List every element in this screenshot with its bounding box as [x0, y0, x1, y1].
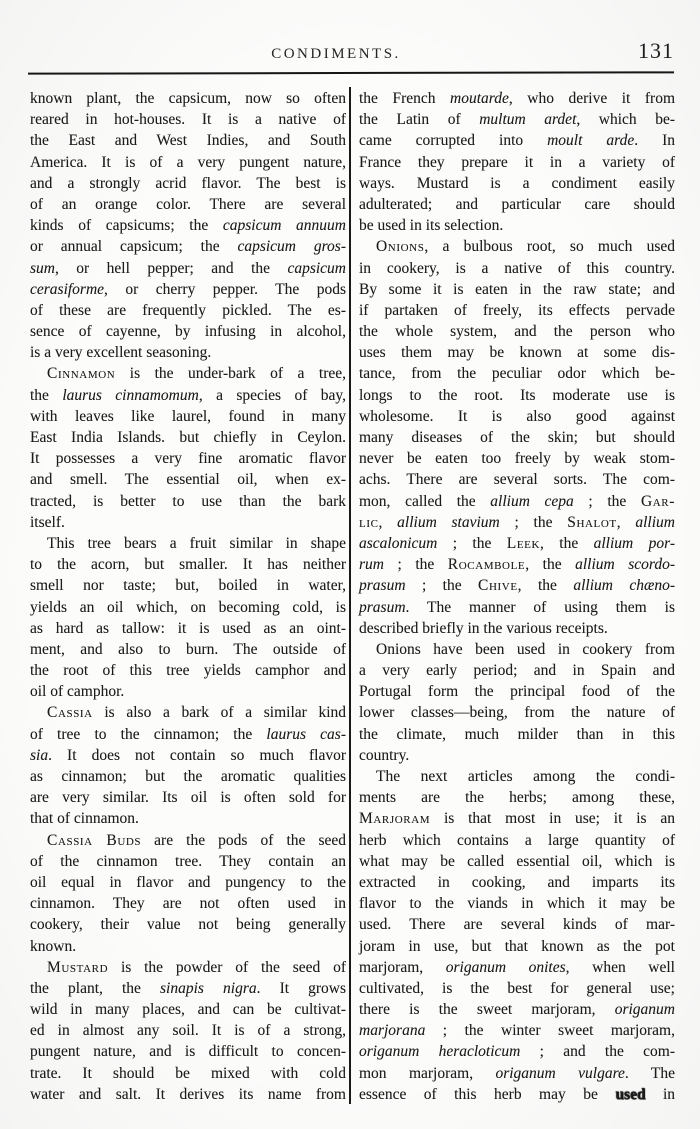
body-text: is that most in use; it is an: [430, 810, 675, 828]
italic-text: allium stavium: [397, 513, 500, 531]
body-text: known plant, the capsicum, now so often: [30, 90, 346, 107]
italic-text: origanum: [614, 1001, 675, 1019]
text-line: [359, 724, 675, 745]
body-text: is also a bark of a similar kind: [92, 704, 346, 722]
page-number: 131: [638, 38, 674, 63]
text-line: [30, 215, 346, 236]
body-text: came corrupted into: [359, 132, 548, 150]
body-text: France they prepare it in a variety of: [359, 153, 675, 171]
italic-text: moutarde: [450, 90, 509, 107]
body-text: adulterated; and particular care should: [359, 195, 675, 213]
italic-text: capsicum gros-: [237, 238, 346, 256]
body-text: ,: [378, 513, 398, 531]
smallcaps-text: Cassia Buds: [47, 831, 142, 849]
italic-text: allium cepa: [490, 492, 574, 510]
text-line: [30, 300, 346, 321]
text-line: [359, 109, 675, 130]
smallcaps-text: Marjoram: [359, 810, 431, 828]
text-line: [359, 872, 675, 893]
text-line: [359, 830, 675, 851]
body-text: water and salt. It derives its name from: [30, 1085, 346, 1103]
running-title: CONDIMENTS.: [271, 46, 401, 62]
body-text: ; the: [437, 534, 507, 552]
smallcaps-text: Mustard: [47, 958, 109, 976]
body-text: trate. It should be mixed with cold: [30, 1064, 346, 1082]
text-line: [30, 618, 346, 639]
text-line: [30, 173, 346, 194]
body-text: ,: [616, 513, 636, 531]
text-line: [30, 872, 346, 893]
text-line: [359, 1020, 675, 1041]
text-line: [30, 766, 346, 787]
smudged-text: used: [615, 1085, 646, 1103]
text-line: [359, 575, 675, 596]
body-text: the East and West Indies, and South: [30, 132, 346, 150]
text-line: [359, 533, 675, 554]
text-line: [30, 554, 346, 575]
text-line: [30, 385, 346, 406]
body-text: itself.: [30, 513, 65, 531]
text-line: [30, 914, 346, 935]
body-text: described briefly in the various receipts.: [359, 619, 608, 637]
text-line: [359, 1084, 675, 1105]
text-line: [359, 1063, 675, 1084]
body-text: be used in its selection.: [359, 217, 504, 235]
body-text: as hard as tallow: it is used as an oint-: [30, 619, 346, 637]
body-text: ; and the com-: [520, 1043, 675, 1061]
italic-text: ascalonicum: [359, 534, 438, 552]
body-text: wholesome. It is also good against: [359, 407, 675, 425]
italic-text: origanum heracloticum: [359, 1043, 521, 1061]
paragraph: [359, 236, 675, 639]
italic-text: cerasiforme: [30, 280, 105, 298]
text-line: [30, 533, 346, 554]
body-text: ; the: [383, 556, 448, 574]
text-line: [359, 808, 675, 829]
text-line: [359, 851, 675, 872]
body-text: is the powder of the seed of: [108, 958, 346, 976]
body-text: there is the sweet marjoram,: [359, 1001, 615, 1019]
text-line: [359, 957, 675, 978]
paragraph: [30, 957, 346, 1105]
smallcaps-text: Chive: [478, 577, 518, 595]
text-line: [30, 978, 346, 999]
body-text: This tree bears a fruit similar in shape: [47, 534, 346, 552]
body-text: of tree to the cinnamon; the: [30, 725, 267, 743]
body-text: The next articles among the condi-: [376, 768, 675, 785]
body-text: reared in hot-houses. It is a native of: [30, 111, 346, 129]
paragraph: [30, 88, 346, 363]
italic-text: sum: [30, 259, 55, 277]
body-text: , the: [540, 534, 594, 552]
paragraph: [359, 88, 675, 236]
body-text: to the acorn, but smaller. It has neither: [30, 556, 346, 574]
text-line: [30, 194, 346, 215]
text-line: [30, 702, 346, 723]
text-line: [30, 660, 346, 681]
text-line: [30, 279, 346, 300]
body-text: yields an oil which, on becoming cold, is: [30, 598, 346, 616]
body-text: Onions have been used in cookery from: [376, 640, 675, 658]
smallcaps-text: Cinnamon: [47, 365, 116, 383]
italic-text: sinapis nigra: [160, 979, 257, 997]
text-line: [30, 1020, 346, 1041]
italic-text: sia: [30, 746, 49, 764]
text-line: [359, 321, 675, 342]
body-text: as cinnamon; but the aromatic qualities: [30, 768, 346, 785]
paragraph: [359, 766, 675, 1105]
body-text: extracted in cooking, and imparts its: [359, 873, 675, 891]
text-line: [359, 427, 675, 448]
text-line: [30, 406, 346, 427]
body-text: tracted, is better to use than the bark: [30, 492, 346, 510]
body-text: of an orange color. There are several: [30, 195, 346, 213]
body-text: . It grows: [256, 979, 347, 997]
text-line: [30, 109, 346, 130]
text-line: [359, 681, 675, 702]
paragraph: [30, 533, 346, 703]
text-line: [359, 300, 675, 321]
text-line: [30, 448, 346, 469]
body-text: It possesses a very fine aromatic flavor: [30, 450, 346, 468]
body-text: the Latin of: [359, 111, 480, 129]
body-text: ; the: [499, 513, 568, 531]
smallcaps-text: Shalot: [567, 513, 617, 531]
italic-text: prasum: [359, 598, 406, 616]
body-text: ments are the herbs; among these,: [359, 789, 675, 807]
body-text: of these are frequently pickled. The es-: [30, 301, 346, 319]
text-line: [359, 152, 675, 173]
body-text: lower classes—being, from the nature of: [359, 704, 675, 722]
text-line: [30, 469, 346, 490]
text-line: [30, 851, 346, 872]
body-text: the whole system, and the person who: [359, 323, 675, 341]
body-text: and smell. The essential oil, when ex-: [30, 471, 346, 489]
text-line: [359, 279, 675, 300]
paragraph: [30, 702, 346, 829]
text-line: [30, 681, 346, 702]
text-line: [359, 936, 675, 957]
text-line: [359, 978, 675, 999]
body-text: or annual capsicum; the: [30, 238, 238, 256]
text-line: [359, 745, 675, 766]
body-text: of the cinnamon tree. They contain an: [30, 852, 346, 870]
text-line: [30, 1063, 346, 1084]
body-text: ed in almost any soil. It is of a strong,: [30, 1022, 346, 1040]
body-text: , when well: [565, 958, 675, 976]
body-text: is a very excellent seasoning.: [30, 344, 212, 362]
body-text: , which be-: [576, 111, 675, 129]
text-line: [359, 491, 675, 512]
body-text: , a species of bay,: [198, 386, 346, 404]
body-text: country.: [359, 746, 410, 764]
body-text: the French: [359, 90, 451, 107]
body-text: the: [30, 386, 63, 404]
text-line: [30, 936, 346, 957]
italic-text: marjorana: [359, 1022, 426, 1040]
italic-text: moult arde: [547, 132, 635, 150]
smallcaps-text: Onions: [376, 238, 425, 256]
smallcaps-text: Leek: [506, 534, 541, 552]
text-line: [30, 491, 346, 512]
body-text: tance, from the peculiar odor which be-: [359, 365, 675, 383]
text-line: [359, 448, 675, 469]
text-line: [30, 130, 346, 151]
body-text: ; the: [573, 492, 641, 510]
body-text: uses them may be known at some dis-: [359, 344, 675, 362]
text-line: [30, 724, 346, 745]
body-text: ment, and also to burn. The outside of: [30, 640, 346, 658]
italic-text: allium chæno-: [573, 577, 675, 595]
text-line: [359, 385, 675, 406]
text-line: [359, 702, 675, 723]
body-text: cinnamon. They are not often used in: [30, 895, 346, 913]
body-text: pungent nature, and is difficult to concen-: [30, 1043, 346, 1061]
body-text: Portugal form the principal food of the: [359, 683, 675, 701]
text-line: [30, 152, 346, 173]
italic-text: allium: [635, 513, 675, 531]
body-text: marjoram,: [359, 958, 446, 976]
body-text: , or hell pepper; and the: [54, 259, 288, 277]
body-text: herb which contains a large quantity of: [359, 831, 675, 849]
column-divider: [349, 87, 351, 1104]
body-text: ; the: [405, 577, 479, 595]
italic-text: multum ardet: [479, 111, 577, 129]
text-line: [30, 957, 346, 978]
text-line: [30, 999, 346, 1020]
body-text: achs. There are several sorts. The com-: [359, 471, 675, 489]
text-line: [30, 575, 346, 596]
text-line: [30, 1041, 346, 1062]
text-line: [30, 512, 346, 533]
smallcaps-text: lic: [359, 513, 379, 531]
text-line: [359, 893, 675, 914]
body-text: , who derive it from: [508, 90, 675, 107]
body-text: . The: [624, 1064, 676, 1082]
text-line: [359, 618, 675, 639]
text-line: [359, 597, 675, 618]
body-text: essence of this herb may be: [359, 1085, 616, 1103]
text-line: [359, 130, 675, 151]
text-line: [359, 787, 675, 808]
text-line: [30, 830, 346, 851]
text-line: [30, 893, 346, 914]
italic-text: origanum vulgare: [495, 1064, 625, 1082]
body-text: , or cherry pepper. The pods: [104, 280, 346, 298]
column-right: [359, 88, 675, 1105]
text-line: [359, 194, 675, 215]
body-text: sence of cayenne, by infusing in alcohol,: [30, 323, 346, 341]
text-line: [30, 427, 346, 448]
text-line: [30, 236, 346, 257]
body-text: that of cinnamon.: [30, 810, 139, 828]
body-text: joram in use, but that known as the pot: [359, 937, 675, 955]
body-text: the root of this tree yields camphor and: [30, 662, 346, 680]
text-line: [359, 512, 675, 533]
body-text: a very early period; and in Spain and: [359, 662, 675, 680]
text-line: [30, 597, 346, 618]
text-line: [359, 258, 675, 279]
body-text: are the pods of the seed: [141, 831, 346, 849]
paragraph: [30, 830, 346, 957]
body-text: what may be called essential oil, which is: [359, 852, 675, 870]
body-text: in cookery, is a native of this country.: [359, 259, 675, 277]
text-line: [359, 173, 675, 194]
text-line: [359, 639, 675, 660]
text-line: [30, 745, 346, 766]
smallcaps-text: Rocambole: [447, 556, 526, 574]
body-text: . The manner of using them is: [405, 598, 675, 616]
body-text: America. It is of a very pungent nature,: [30, 153, 346, 171]
text-line: [359, 406, 675, 427]
body-text: flavor to the viands in which it may be: [359, 895, 675, 913]
italic-text: allium scordo-: [575, 556, 675, 574]
text-line: [30, 342, 346, 363]
text-line: [359, 914, 675, 935]
italic-text: capsicum: [287, 259, 346, 277]
text-line: [359, 88, 675, 109]
text-line: [359, 1041, 675, 1062]
text-line: [359, 236, 675, 257]
body-text: . It does not contain so much flavor: [48, 746, 346, 764]
text-line: [30, 321, 346, 342]
italic-text: allium por-: [593, 534, 676, 552]
italic-text: rum: [359, 556, 384, 574]
body-text: the plant, the: [30, 979, 160, 997]
italic-text: prasum: [359, 577, 406, 595]
text-line: [359, 660, 675, 681]
text-line: [30, 639, 346, 660]
body-text: wild in many places, and can be cultivat-: [30, 1001, 346, 1019]
body-text: . In: [634, 132, 675, 150]
text-line: [30, 808, 346, 829]
text-line: [359, 363, 675, 384]
text-line: [30, 258, 346, 279]
text-line: [359, 999, 675, 1020]
text-line: [30, 363, 346, 384]
italic-text: laurus cinnamomum: [62, 386, 199, 404]
smallcaps-text: Cassia: [47, 704, 93, 722]
body-text: cultivated, is the best for general use;: [359, 979, 675, 997]
body-text: kinds of capsicums; the: [30, 217, 223, 235]
paragraph: [30, 363, 346, 533]
body-text: By some it is eaten in the raw state; and: [359, 280, 675, 298]
body-text: the climate, much milder than in this: [359, 725, 675, 743]
body-text: with leaves like laurel, found in many: [30, 407, 346, 425]
column-left: [30, 88, 346, 1105]
text-line: [359, 766, 675, 787]
body-text: if partaken of freely, its effects pervade: [359, 301, 675, 319]
italic-text: origanum onites: [445, 958, 566, 976]
text-line: [359, 342, 675, 363]
body-text: many diseases of the skin; but should: [359, 429, 675, 446]
text-line: [30, 88, 346, 109]
italic-text: laurus cas-: [266, 725, 346, 743]
smallcaps-text: Gar-: [640, 492, 675, 510]
body-text: cookery, their value not being generally: [30, 916, 346, 934]
text-line: [30, 787, 346, 808]
body-text: is the under-bark of a tree,: [115, 365, 346, 383]
body-text: longs to the root. Its moderate use is: [359, 386, 675, 404]
body-text: , the: [525, 556, 576, 574]
body-text: mon marjoram,: [359, 1064, 496, 1082]
body-text: East India Islands. but chiefly in Ceylon.: [30, 429, 346, 446]
body-text: used. There are several kinds of mar-: [359, 916, 675, 934]
body-text: , the: [517, 577, 574, 595]
body-text: smell nor taste; but, boiled in water,: [30, 577, 346, 595]
body-text: ways. Mustard is a condiment easily: [359, 174, 675, 192]
text-line: [359, 554, 675, 575]
text-line: [30, 1084, 346, 1105]
body-text: in: [645, 1085, 675, 1103]
body-text: mon, called the: [359, 492, 491, 510]
header-rule: [28, 71, 674, 74]
body-text: never be eaten too freely by weak stom-: [359, 450, 675, 468]
body-text: and a strongly acrid flavor. The best is: [30, 174, 346, 192]
paragraph: [359, 639, 675, 766]
body-text: , a bulbous root, so much used: [424, 238, 675, 256]
text-line: [359, 469, 675, 490]
body-text: are very similar. Its oil is often sold for: [30, 789, 346, 807]
body-text: known.: [30, 937, 77, 955]
body-text: oil equal in flavor and pungency to the: [30, 873, 346, 891]
text-line: [359, 215, 675, 236]
body-text: ; the winter sweet marjoram,: [425, 1022, 675, 1040]
body-text: oil of camphor.: [30, 683, 125, 701]
italic-text: capsicum annuum: [222, 217, 346, 235]
